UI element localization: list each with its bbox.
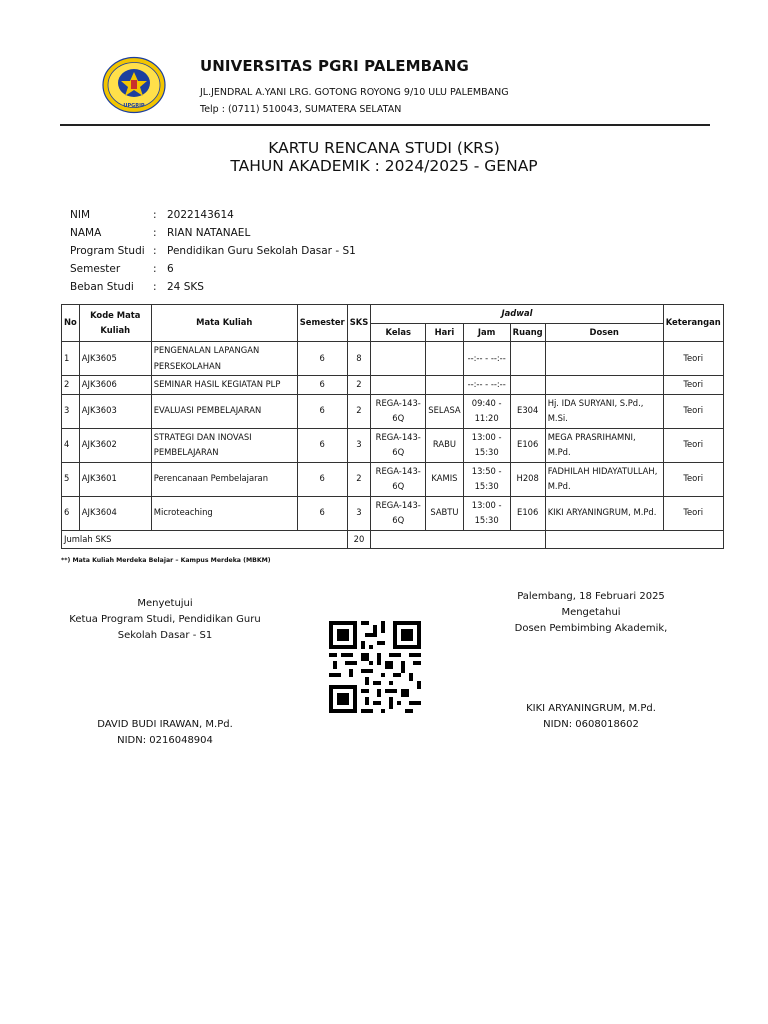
table-row: [62, 376, 724, 395]
cell-jam: 13:00 - 15:30: [463, 428, 510, 462]
cell-kode: AJK3605: [79, 342, 151, 376]
cell-mata-kuliah: PENGENALAN LAPANGAN PERSEKOLAHAN: [151, 342, 297, 376]
cell-kode: AJK3603: [79, 394, 151, 428]
cell-keterangan: Teori: [663, 428, 723, 462]
cell-sks: 3: [347, 428, 371, 462]
info-colon: :: [153, 263, 157, 275]
cell-semester: 6: [297, 342, 347, 376]
cell-sks: 2: [347, 462, 371, 496]
header-no: No: [62, 305, 80, 342]
cell-jam: 13:00 - 15:30: [463, 496, 510, 530]
cell-semester: 6: [297, 428, 347, 462]
cell-keterangan: Teori: [663, 376, 723, 395]
cell-semester: 6: [297, 376, 347, 395]
header-jadwal: Jadwal: [371, 305, 663, 324]
cell-kelas: REGA-143-6Q: [371, 462, 426, 496]
advisor-nidn: NIDN: 0608018602: [543, 719, 639, 730]
approval-block: [60, 596, 270, 644]
cell-dosen: KIKI ARYANINGRUM, M.Pd.: [545, 496, 663, 530]
info-label: Program Studi: [70, 245, 145, 257]
mbkm-note: **) Mata Kuliah Merdeka Belajar – Kampus Merdeka (MBKM): [61, 557, 271, 564]
cell-ruang: H208: [510, 462, 545, 496]
info-value: Pendidikan Guru Sekolah Dasar - S1: [167, 245, 356, 257]
info-colon: :: [153, 227, 157, 239]
cell-hari: KAMIS: [426, 462, 463, 496]
cell-mata-kuliah: STRATEGI DAN INOVASI PEMBELAJARAN: [151, 428, 297, 462]
advisor-label: Mengetahui: [561, 607, 621, 618]
cell-keterangan: Teori: [663, 394, 723, 428]
cell-kode: AJK3604: [79, 496, 151, 530]
cell-dosen: Hj. IDA SURYANI, S.Pd., M.Si.: [545, 394, 663, 428]
cell-hari: SELASA: [426, 394, 463, 428]
cell-mata-kuliah: SEMINAR HASIL KEGIATAN PLP: [151, 376, 297, 395]
qr-code-icon: [329, 621, 421, 713]
cell-hari: SABTU: [426, 496, 463, 530]
header-jam: Jam: [463, 323, 510, 342]
info-label: Beban Studi: [70, 281, 134, 293]
cell-sks: 2: [347, 394, 371, 428]
krs-table: [61, 304, 724, 549]
cell-jam: 09:40 - 11:20: [463, 394, 510, 428]
cell-kode: AJK3602: [79, 428, 151, 462]
approver-position: Ketua Program Studi, Pendidikan Guru: [69, 614, 261, 625]
logo-text: UPGRIP: [123, 103, 145, 109]
cell-semester: 6: [297, 462, 347, 496]
university-seal-icon: [101, 56, 167, 114]
cell-no: 1: [62, 342, 80, 376]
info-value: 6: [167, 263, 174, 275]
total-empty: [371, 530, 545, 549]
info-value: 2022143614: [167, 209, 234, 221]
header-kelas: Kelas: [371, 323, 426, 342]
info-label: NAMA: [70, 227, 102, 239]
university-phone: Telp : (0711) 510043, SUMATERA SELATAN: [200, 104, 402, 115]
info-colon: :: [153, 281, 157, 293]
approver-signature: [60, 717, 270, 749]
cell-ruang: E304: [510, 394, 545, 428]
cell-jam: 13:50 - 15:30: [463, 462, 510, 496]
header-dosen: Dosen: [545, 323, 663, 342]
cell-sks: 2: [347, 376, 371, 395]
table-row: [62, 428, 724, 462]
header-divider: [60, 124, 710, 126]
cell-kelas: REGA-143-6Q: [371, 496, 426, 530]
info-label: Semester: [70, 263, 121, 275]
cell-dosen: [545, 376, 663, 395]
cell-sks: 8: [347, 342, 371, 376]
header-keterangan: Keterangan: [663, 305, 723, 342]
header-semester: Semester: [297, 305, 347, 342]
cell-dosen: MEGA PRASRIHAMNI, M.Pd.: [545, 428, 663, 462]
cell-hari: [426, 342, 463, 376]
cell-mata-kuliah: Perencanaan Pembelajaran: [151, 462, 297, 496]
cell-keterangan: Teori: [663, 496, 723, 530]
cell-kelas: [371, 342, 426, 376]
table-row: [62, 496, 724, 530]
cell-dosen: FADHILAH HIDAYATULLAH, M.Pd.: [545, 462, 663, 496]
table-row: [62, 394, 724, 428]
cell-ruang: [510, 376, 545, 395]
advisor-position: Dosen Pembimbing Akademik,: [514, 623, 668, 634]
cell-keterangan: Teori: [663, 342, 723, 376]
header-hari: Hari: [426, 323, 463, 342]
total-empty: [545, 530, 723, 549]
approval-label: Menyetujui: [137, 598, 193, 609]
cell-semester: 6: [297, 496, 347, 530]
cell-jam: --:-- - --:--: [463, 342, 510, 376]
total-sks: 20: [347, 530, 371, 549]
cell-no: 6: [62, 496, 80, 530]
cell-kelas: REGA-143-6Q: [371, 394, 426, 428]
cell-mata-kuliah: Microteaching: [151, 496, 297, 530]
info-value: 24 SKS: [167, 281, 204, 293]
info-value: RIAN NATANAEL: [167, 227, 251, 239]
document-title: KARTU RENCANA STUDI (KRS): [268, 139, 500, 157]
cell-mata-kuliah: EVALUASI PEMBELAJARAN: [151, 394, 297, 428]
cell-jam: --:-- - --:--: [463, 376, 510, 395]
cell-hari: RABU: [426, 428, 463, 462]
academic-year: TAHUN AKADEMIK : 2024/2025 - GENAP: [230, 157, 538, 175]
total-label: Jumlah SKS: [62, 530, 348, 549]
university-name: UNIVERSITAS PGRI PALEMBANG: [200, 57, 469, 75]
cell-kelas: [371, 376, 426, 395]
advisor-block: [486, 589, 696, 637]
cell-kelas: REGA-143-6Q: [371, 428, 426, 462]
total-row: [62, 530, 724, 549]
cell-keterangan: Teori: [663, 462, 723, 496]
header-kode: Kode Mata Kuliah: [79, 305, 151, 342]
cell-sks: 3: [347, 496, 371, 530]
cell-kode: AJK3601: [79, 462, 151, 496]
university-address: JL.JENDRAL A.YANI LRG. GOTONG ROYONG 9/10 ULU PALEMBANG: [200, 87, 509, 98]
cell-dosen: [545, 342, 663, 376]
info-colon: :: [153, 245, 157, 257]
info-label: NIM: [70, 209, 91, 221]
table-row: [62, 342, 724, 376]
cell-no: 4: [62, 428, 80, 462]
approver-name: DAVID BUDI IRAWAN, M.Pd.: [97, 719, 233, 730]
cell-ruang: E106: [510, 428, 545, 462]
info-colon: :: [153, 209, 157, 221]
cell-kode: AJK3606: [79, 376, 151, 395]
cell-no: 2: [62, 376, 80, 395]
cell-hari: [426, 376, 463, 395]
approver-nidn: NIDN: 0216048904: [117, 735, 213, 746]
cell-semester: 6: [297, 394, 347, 428]
cell-no: 3: [62, 394, 80, 428]
place-date: Palembang, 18 Februari 2025: [517, 591, 665, 602]
header-sks: SKS: [347, 305, 371, 342]
header-ruang: Ruang: [510, 323, 545, 342]
header-mata-kuliah: Mata Kuliah: [151, 305, 297, 342]
cell-ruang: [510, 342, 545, 376]
advisor-signature: [486, 701, 696, 733]
cell-no: 5: [62, 462, 80, 496]
approver-program: Sekolah Dasar - S1: [117, 630, 213, 641]
advisor-name: KIKI ARYANINGRUM, M.Pd.: [526, 703, 656, 714]
table-row: [62, 462, 724, 496]
cell-ruang: E106: [510, 496, 545, 530]
